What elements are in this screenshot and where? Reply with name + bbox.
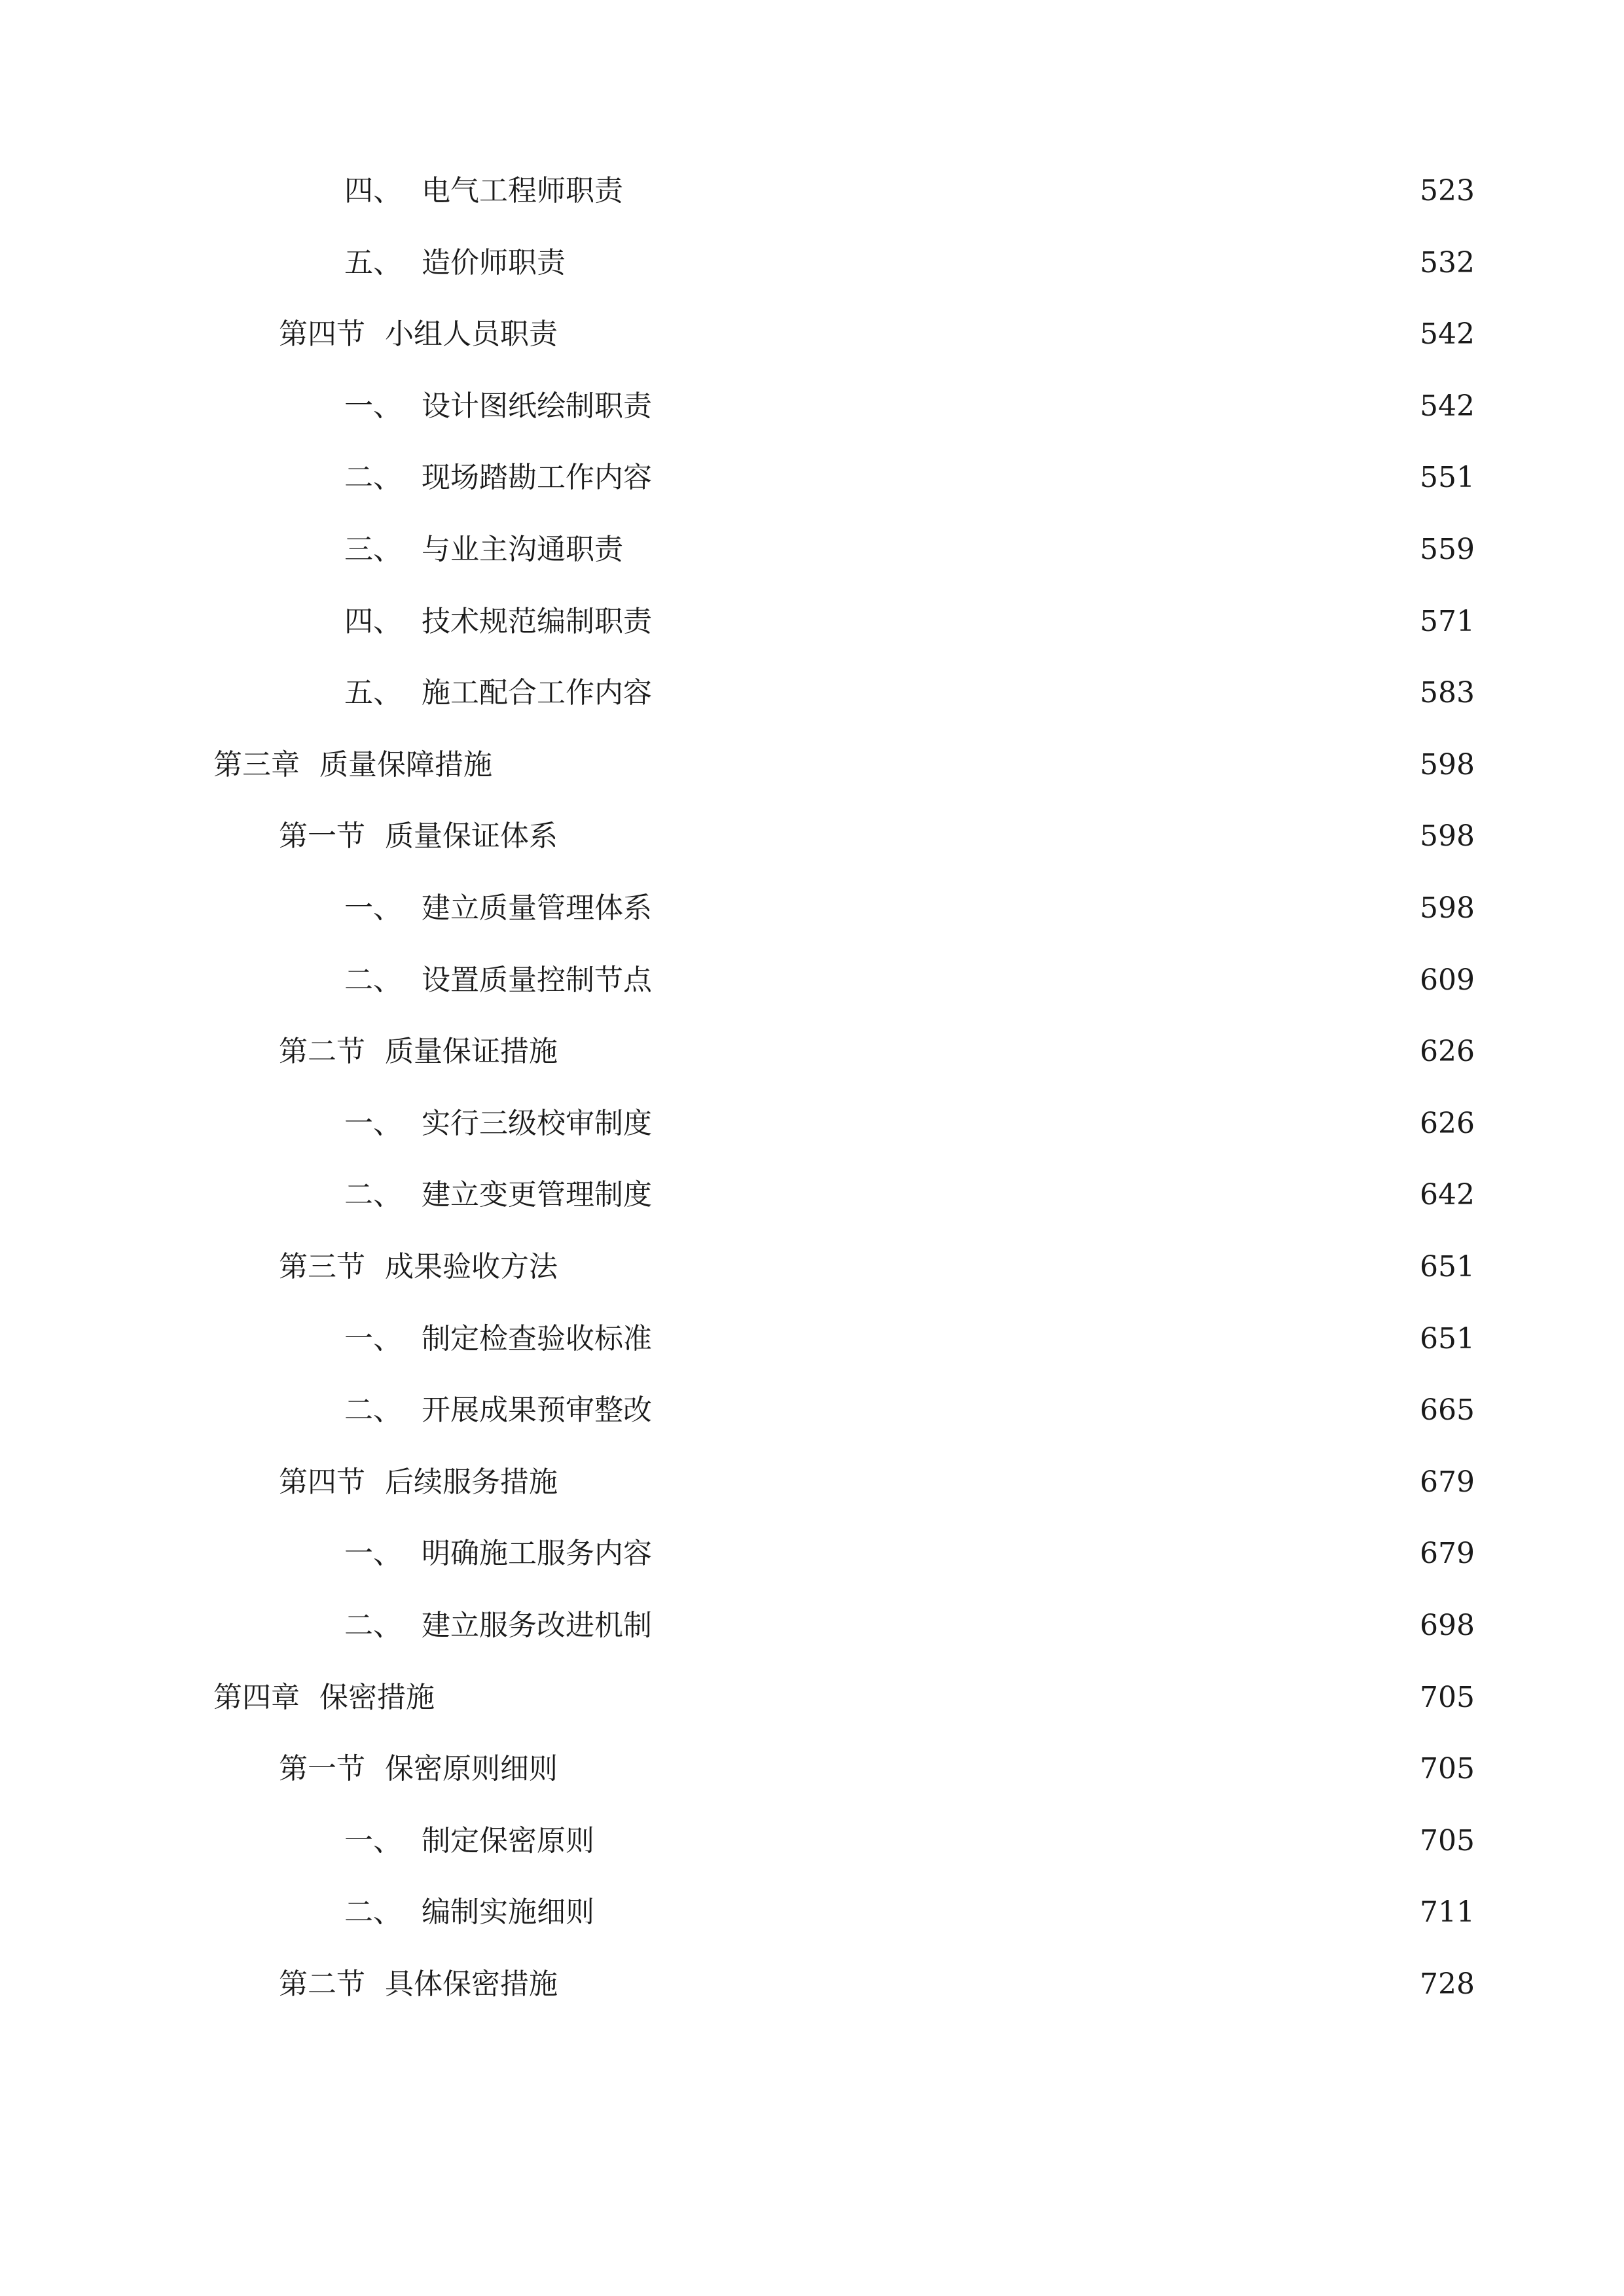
toc-entry-number: 四、: [344, 605, 402, 638]
toc-dot-leader: [661, 1313, 1408, 1365]
toc-dot-leader: [661, 596, 1408, 648]
toc-entry-title: 设置质量控制节点: [422, 963, 652, 997]
toc-entry-label: [344, 1600, 652, 1652]
toc-entry-title: 质量保证体系: [385, 819, 558, 853]
toc-entry-number: 一、: [344, 1537, 402, 1570]
toc-dot-leader: [661, 452, 1408, 504]
toc-dot-leader: [567, 1456, 1408, 1509]
toc-dot-leader: [604, 1815, 1408, 1867]
toc-entry-label: [344, 596, 652, 648]
toc-dot-leader: [661, 380, 1408, 433]
toc-entry-title: 与业主沟通职责: [422, 533, 623, 566]
toc-entry-title: 建立服务改进机制: [422, 1609, 652, 1642]
toc-dot-leader: [567, 1026, 1408, 1078]
toc-entry-label: [213, 739, 492, 791]
toc-dot-leader: [604, 1886, 1408, 1939]
toc-entry[interactable]: [213, 739, 1475, 791]
toc-entry-number: 二、: [344, 963, 402, 997]
toc-entry[interactable]: [344, 954, 1475, 1007]
toc-dot-leader: [567, 1958, 1408, 2011]
toc-dot-leader: [501, 739, 1408, 791]
toc-entry-label: [344, 1384, 652, 1437]
toc-entry-title: 编制实施细则: [422, 1895, 594, 1929]
toc-entry-label: [279, 1958, 558, 2011]
toc-dot-leader: [444, 1672, 1408, 1724]
toc-entry-label: [279, 308, 558, 361]
toc-entry[interactable]: [279, 1958, 1475, 2011]
toc-entry-number: 二、: [344, 1393, 402, 1427]
toc-entry[interactable]: [344, 1528, 1475, 1580]
toc-entry-title: 小组人员职责: [385, 317, 558, 351]
toc-entry-title: 保密原则细则: [385, 1752, 558, 1785]
toc-entry-page-number: 609: [1420, 963, 1475, 997]
toc-entry-page-number: 559: [1420, 533, 1475, 566]
toc-entry-page-number: 665: [1420, 1393, 1475, 1427]
toc-entry-label: [213, 1672, 435, 1724]
toc-entry[interactable]: [279, 1743, 1475, 1795]
toc-entry-number: 第三节: [279, 1250, 365, 1283]
toc-entry-page-number: 598: [1420, 748, 1475, 781]
toc-entry-number: 第二节: [279, 1035, 365, 1068]
toc-dot-leader: [661, 1169, 1408, 1221]
toc-entry-page-number: 679: [1420, 1537, 1475, 1570]
toc-entry-label: [344, 1169, 652, 1221]
toc-entry-number: 一、: [344, 1107, 402, 1140]
toc-entry[interactable]: [344, 165, 1475, 217]
toc-entry[interactable]: [344, 1169, 1475, 1221]
toc-entry[interactable]: [344, 882, 1475, 935]
toc-entry-page-number: 626: [1420, 1035, 1475, 1068]
toc-entry-title: 建立变更管理制度: [422, 1178, 652, 1211]
toc-entry-title: 制定检查验收标准: [422, 1322, 652, 1355]
toc-entry-number: 二、: [344, 461, 402, 494]
toc-entry-label: [279, 1026, 558, 1078]
toc-entry[interactable]: [344, 1600, 1475, 1652]
toc-entry[interactable]: [279, 308, 1475, 361]
toc-entry-title: 质量保证措施: [385, 1035, 558, 1068]
toc-entry-page-number: 651: [1420, 1250, 1475, 1283]
toc-dot-leader: [661, 1528, 1408, 1580]
toc-entry[interactable]: [344, 237, 1475, 289]
toc-entry-label: [279, 1743, 558, 1795]
toc-entry-title: 现场踏勘工作内容: [422, 461, 652, 494]
toc-dot-leader: [567, 308, 1408, 361]
toc-entry-page-number: 598: [1420, 891, 1475, 925]
toc-entry-page-number: 598: [1420, 819, 1475, 853]
toc-entry-page-number: 583: [1420, 676, 1475, 709]
toc-entry-page-number: 571: [1420, 605, 1475, 638]
toc-entry-label: [279, 1241, 558, 1293]
toc-entry[interactable]: [344, 1098, 1475, 1150]
toc-entry-title: 造价师职责: [422, 246, 566, 279]
toc-entry[interactable]: [344, 1886, 1475, 1939]
toc-entry-title: 保密措施: [319, 1681, 435, 1714]
toc-dot-leader: [567, 810, 1408, 863]
toc-entry-number: 一、: [344, 389, 402, 423]
toc-entry[interactable]: [344, 1815, 1475, 1867]
toc-dot-leader: [661, 667, 1408, 719]
toc-entry-label: [344, 1313, 652, 1365]
toc-entry-number: 三、: [344, 533, 402, 566]
toc-entry-number: 一、: [344, 891, 402, 925]
toc-entry-number: 第四节: [279, 1465, 365, 1499]
toc-entry-title: 明确施工服务内容: [422, 1537, 652, 1570]
toc-entry-label: [344, 954, 652, 1007]
toc-entry-page-number: 705: [1420, 1681, 1475, 1714]
toc-dot-leader: [661, 1600, 1408, 1652]
toc-entry-number: 第一节: [279, 1752, 365, 1785]
toc-entry[interactable]: [344, 1384, 1475, 1437]
toc-entry-title: 后续服务措施: [385, 1465, 558, 1499]
toc-entry-page-number: 698: [1420, 1609, 1475, 1642]
toc-entry-label: [279, 810, 558, 863]
toc-entry-page-number: 728: [1420, 1967, 1475, 2001]
toc-entry-title: 成果验收方法: [385, 1250, 558, 1283]
toc-dot-leader: [632, 524, 1408, 576]
toc-entry-label: [344, 1815, 594, 1867]
toc-entry-title: 施工配合工作内容: [422, 676, 652, 709]
toc-entry-number: 五、: [344, 676, 402, 709]
toc-entry-number: 二、: [344, 1609, 402, 1642]
toc-entry-label: [344, 882, 652, 935]
toc-entry-title: 技术规范编制职责: [422, 605, 652, 638]
toc-entry-label: [344, 452, 652, 504]
toc-entry-page-number: 542: [1420, 317, 1475, 351]
toc-entry-page-number: 523: [1420, 174, 1475, 207]
toc-entry[interactable]: [344, 452, 1475, 504]
toc-entry-label: [344, 1528, 652, 1580]
toc-entry[interactable]: [344, 1313, 1475, 1365]
toc-entry-title: 实行三级校审制度: [422, 1107, 652, 1140]
toc-entry-title: 质量保障措施: [319, 748, 492, 781]
toc-entry[interactable]: [279, 810, 1475, 863]
toc-entry[interactable]: [279, 1241, 1475, 1293]
toc-entry-number: 一、: [344, 1322, 402, 1355]
toc-entry-page-number: 642: [1420, 1178, 1475, 1211]
toc-entry[interactable]: [344, 596, 1475, 648]
toc-entry-label: [344, 237, 566, 289]
toc-entry-number: 第二节: [279, 1967, 365, 2001]
toc-entry-page-number: 705: [1420, 1824, 1475, 1857]
toc-entry-page-number: 626: [1420, 1107, 1475, 1140]
toc-entry-number: 第四章: [213, 1681, 300, 1714]
toc-entry-number: 一、: [344, 1824, 402, 1857]
toc-dot-leader: [567, 1743, 1408, 1795]
toc-entry-number: 第一节: [279, 819, 365, 853]
toc-entry-number: 四、: [344, 174, 402, 207]
toc-entry-number: 二、: [344, 1178, 402, 1211]
toc-entry-label: [344, 1098, 652, 1150]
toc-entry-title: 制定保密原则: [422, 1824, 594, 1857]
toc-dot-leader: [661, 954, 1408, 1007]
toc-entry-page-number: 542: [1420, 389, 1475, 423]
toc-entry-label: [344, 1886, 594, 1939]
toc-entry-label: [344, 524, 623, 576]
toc-entry-page-number: 551: [1420, 461, 1475, 494]
toc-dot-leader: [567, 1241, 1408, 1293]
toc-dot-leader: [632, 165, 1408, 217]
toc-dot-leader: [661, 1098, 1408, 1150]
toc-entry[interactable]: [279, 1026, 1475, 1078]
toc-entry-label: [344, 165, 623, 217]
toc-entry-label: [279, 1456, 558, 1509]
toc-entry-title: 开展成果预审整改: [422, 1393, 652, 1427]
toc-entry-number: 第四节: [279, 317, 365, 351]
toc-entry-number: 五、: [344, 246, 402, 279]
toc-entry-label: [344, 667, 652, 719]
toc-entry[interactable]: [279, 1456, 1475, 1509]
toc-entry-page-number: 532: [1420, 246, 1475, 279]
toc-dot-leader: [661, 882, 1408, 935]
toc-dot-leader: [661, 1384, 1408, 1437]
toc-entry[interactable]: [344, 380, 1475, 433]
toc-entry-page-number: 705: [1420, 1752, 1475, 1785]
toc-entry-title: 电气工程师职责: [422, 174, 623, 207]
toc-entry-page-number: 679: [1420, 1465, 1475, 1499]
toc-entry[interactable]: [213, 1672, 1475, 1724]
toc-entry-number: 二、: [344, 1895, 402, 1929]
toc-entry[interactable]: [344, 667, 1475, 719]
toc-entry-page-number: 651: [1420, 1322, 1475, 1355]
toc-entry-page-number: 711: [1420, 1895, 1475, 1929]
toc-entry-title: 具体保密措施: [385, 1967, 558, 2001]
toc-entry[interactable]: [344, 524, 1475, 576]
toc-entry-title: 建立质量管理体系: [422, 891, 652, 925]
toc-entry-number: 第三章: [213, 748, 300, 781]
toc-entry-label: [344, 380, 652, 433]
toc-entry-title: 设计图纸绘制职责: [422, 389, 652, 423]
toc-dot-leader: [575, 237, 1408, 289]
